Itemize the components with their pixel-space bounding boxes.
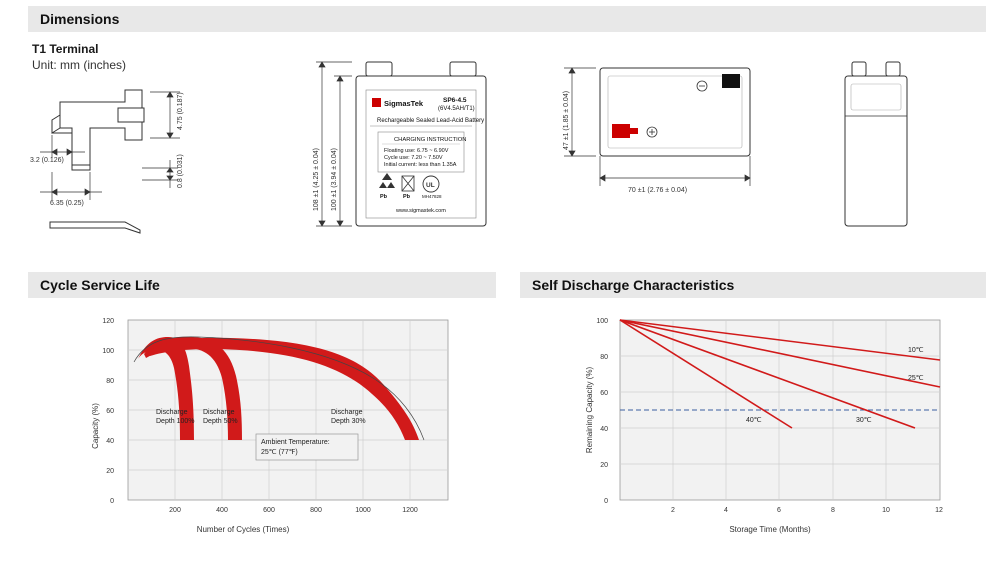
section-title-self-discharge: Self Discharge Characteristics — [532, 277, 735, 293]
self-ytick-40: 40 — [600, 426, 608, 433]
cycle-xtick-600: 600 — [263, 507, 275, 514]
cert-pb-left: Pb — [380, 194, 388, 200]
cycle-ambient-line2: 25℃ (77℉) — [261, 449, 298, 456]
cert-pb-right: Pb — [403, 194, 411, 200]
cycle-xtick-800: 800 — [310, 507, 322, 514]
self-discharge-chart — [520, 306, 976, 541]
battery-top-view — [550, 46, 790, 246]
cycle-ambient-line1: Ambient Temperature: — [261, 439, 330, 446]
cycle-ann-50-line1: Discharge — [203, 409, 235, 416]
ul-text: UL — [426, 182, 435, 189]
battery-model: SP6-4.5 — [443, 97, 467, 104]
self-label-40c: 40℃ — [746, 417, 762, 424]
charging-title: CHARGING INSTRUCTION — [394, 137, 467, 143]
cycle-ytick-80: 80 — [106, 378, 114, 385]
battery-type: Rechargeable Sealed Lead-Acid Battery — [377, 118, 485, 124]
self-xtick-12: 12 — [935, 507, 943, 514]
ul-code: MH47828 — [422, 194, 442, 199]
section-header-cycle — [28, 272, 496, 298]
battery-brand: SigmasTek — [384, 99, 424, 108]
section-title-dimensions: Dimensions — [40, 11, 120, 27]
self-ylabel: Remaining Capacity (%) — [585, 366, 594, 454]
cycle-xtick-1000: 1000 — [355, 507, 371, 514]
self-xlabel: Storage Time (Months) — [729, 525, 811, 534]
self-xtick-10: 10 — [882, 507, 890, 514]
top-depth-label: 47 ±1 (1.85 ± 0.04) — [563, 90, 570, 150]
cycle-ytick-40: 40 — [106, 438, 114, 445]
battery-total-height-label: 108 ±1 (4.25 ± 0.04) — [313, 148, 320, 211]
top-width-label: 70 ±1 (2.76 ± 0.04) — [628, 187, 688, 194]
terminal-thickness-label: 0.8 (0.031) — [177, 154, 184, 188]
terminal-unit: Unit: mm (inches) — [32, 58, 127, 72]
self-xtick-6: 6 — [777, 507, 781, 514]
self-xtick-4: 4 — [724, 507, 728, 514]
self-ytick-20: 20 — [600, 462, 608, 469]
self-ytick-60: 60 — [600, 390, 608, 397]
battery-spec: (6V4.5AH/T1) — [438, 106, 475, 112]
section-header-self-discharge — [520, 272, 986, 298]
cycle-ylabel: Capacity (%) — [91, 403, 100, 449]
self-ytick-0: 0 — [604, 498, 608, 505]
cycle-ytick-0: 0 — [110, 498, 114, 505]
charging-line-3: Initial current: less than 1.35A — [384, 162, 457, 168]
cycle-ytick-100: 100 — [102, 348, 114, 355]
cycle-ann-100-line1: Discharge — [156, 409, 188, 416]
cycle-xtick-400: 400 — [216, 507, 228, 514]
cycle-xtick-200: 200 — [169, 507, 181, 514]
cycle-ytick-60: 60 — [106, 408, 114, 415]
battery-website: www.sigmastek.com — [396, 208, 446, 214]
terminal-length-label: 6.35 (0.25) — [50, 200, 84, 207]
self-ytick-100: 100 — [596, 318, 608, 325]
self-label-30c: 30℃ — [856, 417, 872, 424]
self-xtick-2: 2 — [671, 507, 675, 514]
self-ytick-80: 80 — [600, 354, 608, 361]
cycle-ytick-20: 20 — [106, 468, 114, 475]
terminal-height-label: 4.75 (0.187) — [177, 92, 184, 130]
cycle-xlabel: Number of Cycles (Times) — [196, 525, 290, 534]
charging-line-2: Cycle use: 7.20 ~ 7.50V — [384, 155, 443, 161]
cycle-xtick-1200: 1200 — [402, 507, 418, 514]
self-label-10c: 10℃ — [908, 347, 924, 354]
battery-front-view — [300, 46, 520, 246]
terminal-width-label: 3.2 (0.126) — [30, 157, 64, 164]
terminal-drawing — [30, 80, 260, 260]
battery-side-view — [820, 46, 940, 246]
section-title-cycle: Cycle Service Life — [40, 277, 160, 293]
cycle-ann-30-line2: Depth 30% — [331, 418, 366, 425]
self-label-25c: 25℃ — [908, 375, 924, 382]
self-xtick-8: 8 — [831, 507, 835, 514]
battery-body-height-label: 100 ±1 (3.94 ± 0.04) — [331, 148, 338, 211]
cycle-ann-100-line2: Depth 100% — [156, 418, 195, 425]
cycle-ytick-120: 120 — [102, 318, 114, 325]
cycle-service-life-chart — [28, 306, 484, 541]
cycle-ann-30-line1: Discharge — [331, 409, 363, 416]
charging-line-1: Floating use: 6.75 ~ 6.90V — [384, 148, 449, 154]
section-header-dimensions — [28, 6, 986, 32]
terminal-title: T1 Terminal — [32, 42, 99, 56]
cycle-ann-50-line2: Depth 50% — [203, 418, 238, 425]
